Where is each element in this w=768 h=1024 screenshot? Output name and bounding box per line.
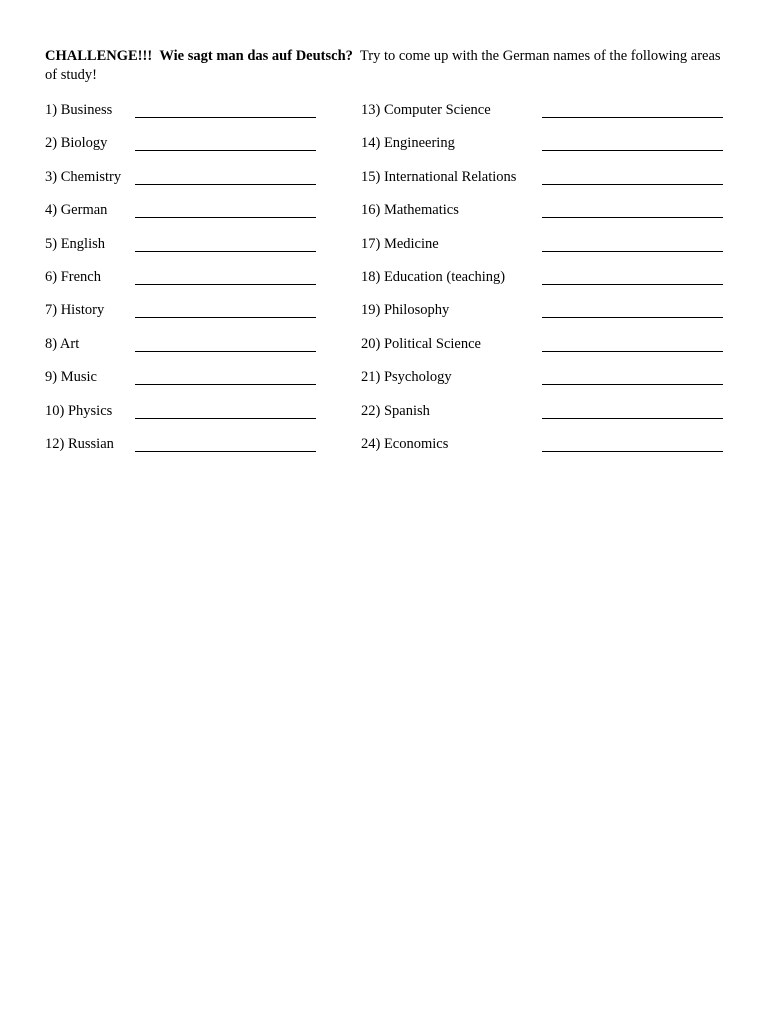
list-item (361, 201, 726, 234)
list-item (45, 101, 320, 134)
list-item (361, 335, 726, 368)
item-label: 4) German (45, 202, 108, 219)
list-item (361, 435, 726, 468)
answer-blank[interactable] (542, 418, 723, 419)
list-item (45, 402, 320, 435)
answer-blank[interactable] (542, 451, 723, 452)
item-label: 20) Political Science (361, 335, 481, 352)
list-item (361, 235, 726, 268)
answer-blank[interactable] (542, 284, 723, 285)
item-label: 7) History (45, 302, 105, 319)
answer-blank[interactable] (135, 418, 316, 419)
list-item (45, 368, 320, 401)
item-label: 16) Mathematics (361, 202, 459, 219)
list-item (361, 301, 726, 334)
item-label: 24) Economics (361, 435, 449, 452)
list-item (45, 201, 320, 234)
right-column (361, 101, 726, 468)
answer-blank[interactable] (542, 117, 723, 118)
answer-blank[interactable] (135, 451, 316, 452)
item-label: 8) Art (45, 335, 80, 352)
answer-blank[interactable] (135, 150, 316, 151)
list-item (361, 368, 726, 401)
item-label: 6) French (45, 268, 101, 285)
list-item (361, 268, 726, 301)
item-label: 17) Medicine (361, 235, 439, 252)
answer-blank[interactable] (542, 184, 723, 185)
answer-blank[interactable] (135, 184, 316, 185)
german-question: Wie sagt man das auf Deutsch? (159, 48, 353, 64)
answer-blank[interactable] (542, 317, 723, 318)
answer-blank[interactable] (542, 251, 723, 252)
item-label: 2) Biology (45, 135, 108, 152)
item-label: 5) English (45, 235, 106, 252)
item-label: 18) Education (teaching) (361, 268, 506, 285)
list-item (361, 134, 726, 167)
answer-blank[interactable] (135, 117, 316, 118)
instructions-text: Try to come up with the German names of the following areas of study! (45, 48, 721, 83)
list-item (45, 301, 320, 334)
item-label: 14) Engineering (361, 135, 455, 152)
list-item (45, 168, 320, 201)
answer-blank[interactable] (135, 284, 316, 285)
item-label: 10) Physics (45, 402, 113, 419)
answer-blank[interactable] (542, 150, 723, 151)
answer-blank[interactable] (542, 217, 723, 218)
item-label: 3) Chemistry (45, 168, 122, 185)
list-item (45, 134, 320, 167)
list-item (45, 268, 320, 301)
item-label: 15) International Relations (361, 168, 517, 185)
list-item (361, 168, 726, 201)
answer-blank[interactable] (135, 217, 316, 218)
list-item (361, 402, 726, 435)
answer-blank[interactable] (135, 384, 316, 385)
list-item (45, 335, 320, 368)
list-item (45, 235, 320, 268)
left-column (45, 101, 320, 468)
answer-blank[interactable] (542, 384, 723, 385)
list-item (361, 101, 726, 134)
item-label: 21) Psychology (361, 369, 452, 386)
challenge-heading: CHALLENGE!!! (45, 48, 153, 64)
answer-blank[interactable] (542, 351, 723, 352)
item-label: 22) Spanish (361, 402, 430, 419)
item-label: 13) Computer Science (361, 102, 491, 118)
list-item (45, 435, 320, 468)
item-label: 1) Business (45, 102, 113, 118)
answer-blank[interactable] (135, 351, 316, 352)
answer-blank[interactable] (135, 251, 316, 252)
worksheet-intro (45, 47, 735, 85)
item-label: 12) Russian (45, 435, 114, 452)
answer-blank[interactable] (135, 317, 316, 318)
item-label: 9) Music (45, 369, 97, 386)
item-label: 19) Philosophy (361, 302, 450, 319)
